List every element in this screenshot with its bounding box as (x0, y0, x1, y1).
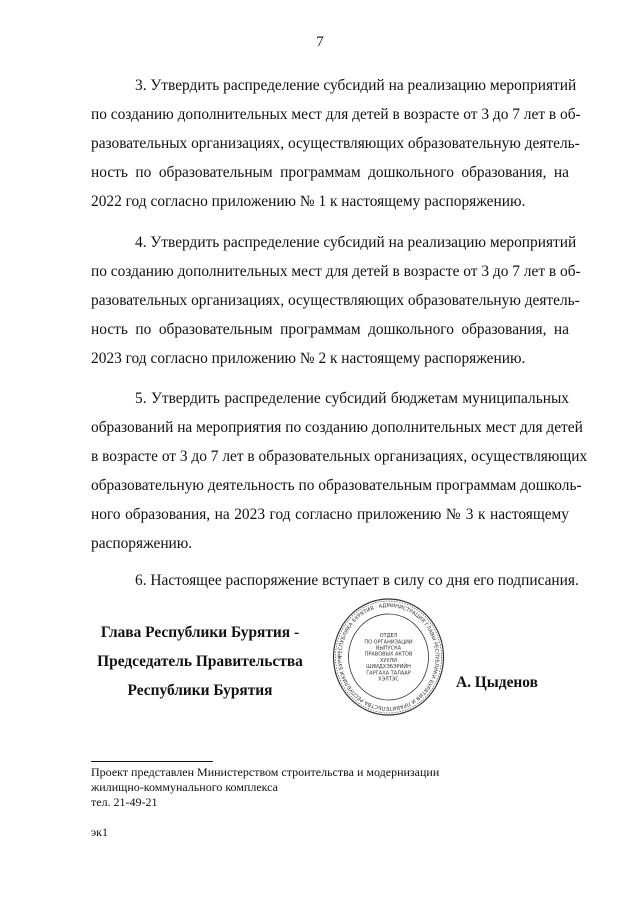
seal-center-line: ОТДЕЛ (379, 633, 398, 640)
paragraph-line: ность по образовательным программам дошкольного образования, на (91, 164, 569, 181)
seal-center-line: ПО ОРГАНИЗАЦИИ (364, 639, 413, 646)
signatory-line: Республики Бурятия (127, 682, 273, 699)
document-code: эк1 (91, 825, 108, 839)
page-number: 7 (316, 34, 324, 50)
signatory-title (80, 618, 320, 705)
seal-center-line: ПРАВОВЫХ АКТОВ (364, 651, 413, 658)
paragraph-line: по созданию дополнительных мест для детей в возрасте от 3 до 7 лет в об- (91, 106, 581, 123)
paragraph-line: распоряжению. (91, 535, 193, 552)
footnote-divider (91, 761, 213, 762)
footnote (91, 765, 439, 810)
seal-center-line: ШИИДХЭБЭРИЙН (366, 664, 411, 671)
paragraph-line: в возрасте от 3 до 7 лет в образовательных организациях, осуществляющих (91, 448, 588, 465)
paragraph-3 (91, 71, 581, 216)
seal-center-text (364, 633, 413, 682)
paragraph-4 (91, 228, 581, 373)
footnote-line: тел. 21-49-21 (91, 795, 158, 809)
paragraph-line: 4. Утвердить распределение субсидий на реализацию мероприятий (135, 234, 577, 251)
paragraph-line: 2022 год согласно приложению № 1 к настоящему распоряжению. (91, 193, 526, 210)
paragraph-line: 5. Утвердить распределение субсидий бюджетам муниципальных (135, 390, 569, 407)
signatory-line: Председатель Правительства (97, 653, 303, 670)
paragraph-line: по созданию дополнительных мест для детей в возрасте от 3 до 7 лет в об- (91, 263, 581, 280)
paragraph-line: образований на мероприятия по созданию дополнительных мест для детей (91, 419, 583, 436)
paragraph-6: 6. Настоящее распоряжение вступает в силу со дня его подписания. (135, 572, 579, 589)
paragraph-5 (91, 384, 588, 558)
paragraph-line: 2023 год согласно приложению № 2 к настоящему распоряжению. (91, 350, 526, 367)
paragraph-line: разовательных организациях, осуществляющих образовательную деятель- (91, 135, 580, 152)
signatory-line: Глава Республики Бурятия - (100, 624, 300, 641)
paragraph-line: образовательную деятельность по образовательным программам дошколь- (91, 477, 582, 494)
footnote-line: жилищно-коммунального комплекса (91, 780, 278, 794)
official-seal (331, 597, 446, 717)
seal-center-line: ХУУЛИ (379, 657, 398, 664)
paragraph-line: разовательных организациях, осуществляющих образовательную деятель- (91, 292, 580, 309)
paragraph-line: ного образования, на 2023 год согласно приложению № 3 к настоящему (91, 506, 569, 523)
seal-center-line: ХЭЛТЭС (378, 676, 399, 683)
seal-center-line: ГАРГАХА ТАЛААР (366, 670, 411, 677)
paragraph-line: 3. Утвердить распределение субсидий на реализацию мероприятий (135, 77, 577, 94)
paragraph-line: ность по образовательным программам дошкольного образования, на (91, 321, 569, 338)
seal-center-line: ВЫПУСКА (375, 645, 402, 652)
seal-ring-text: РЕСПУБЛИКА БУРЯТИЯ · АДМИНИСТРАЦИЯ ГЛАВЫ РЕСПУБЛИКИ БУРЯТИЯ И ПРАВИТЕЛЬСТВА РЕСПУБЛИКИ БУРЯ (337, 602, 440, 712)
footnote-line: Проект представлен Министерством строительства и модернизации (91, 765, 440, 779)
signatory-name: А. Цыденов (456, 674, 538, 691)
